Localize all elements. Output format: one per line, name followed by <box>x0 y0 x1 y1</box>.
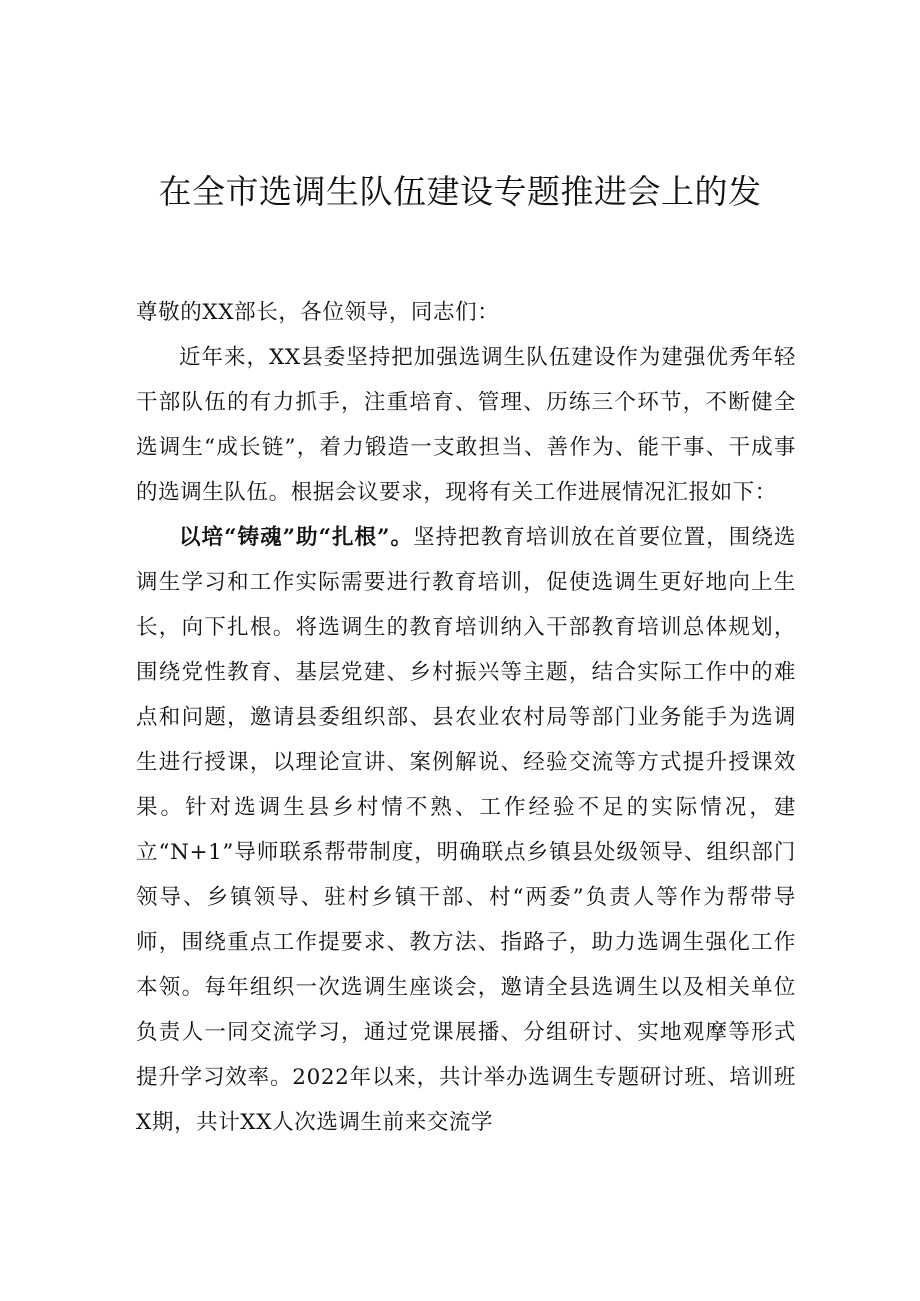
salutation: 尊敬的XX部长，各位领导，同志们： <box>136 300 500 325</box>
section-1-heading: 以培“铸魂”助“扎根”。 <box>179 525 414 550</box>
intro-paragraph: 近年来，XX县委坚持把加强选调生队伍建设作为建强优秀年轻干部队伍的有力抓手，注重培育、管理、历练三个环节，不断健全选调生“成长链”，着力锻造一支敢担当、善作为、能干事、干成事的选调生队伍。根据会议要求，现将有关工作进展情况汇报如下： <box>136 345 796 505</box>
section-1-paragraph <box>136 515 796 1145</box>
document-title: 在全市选调生队伍建设专题推进会上的发 <box>158 172 762 211</box>
document-body <box>136 290 796 1145</box>
section-1-text: 坚持把教育培训放在首要位置，围绕选调生学习和工作实际需要进行教育培训，促使选调生更好地向上生长，向下扎根。将选调生的教育培训纳入干部教育培训总体规划，围绕党性教育、基层党建、乡村振兴等主题，结合实际工作中的难点和问题，邀请县委组织部、县农业农村局等部门业务能手为选调生进行授课，以理论宣讲、案例解说、经验交流等方式提升授课效果。针对选调生县乡村情不熟、工作经验不足的实际情况，建立“N+1”导师联系帮带制度，明确联点乡镇县处级领导、组织部门领导、乡镇领导、驻村乡镇干部、村“两委”负责人等作为帮带导师，围绕重点工作提要求、教方法、指路子，助力选调生强化工作本领。每年组织一次选调生座谈会，邀请全县选调生以及相关单位负责人一同交流学习，通过党课展播、分组研讨、实地观摩等形式提升学习效率。2022年以来，共计举办选调生专题研讨班、培训班X期，共计XX人次选调生前来交流学 <box>136 525 796 1135</box>
